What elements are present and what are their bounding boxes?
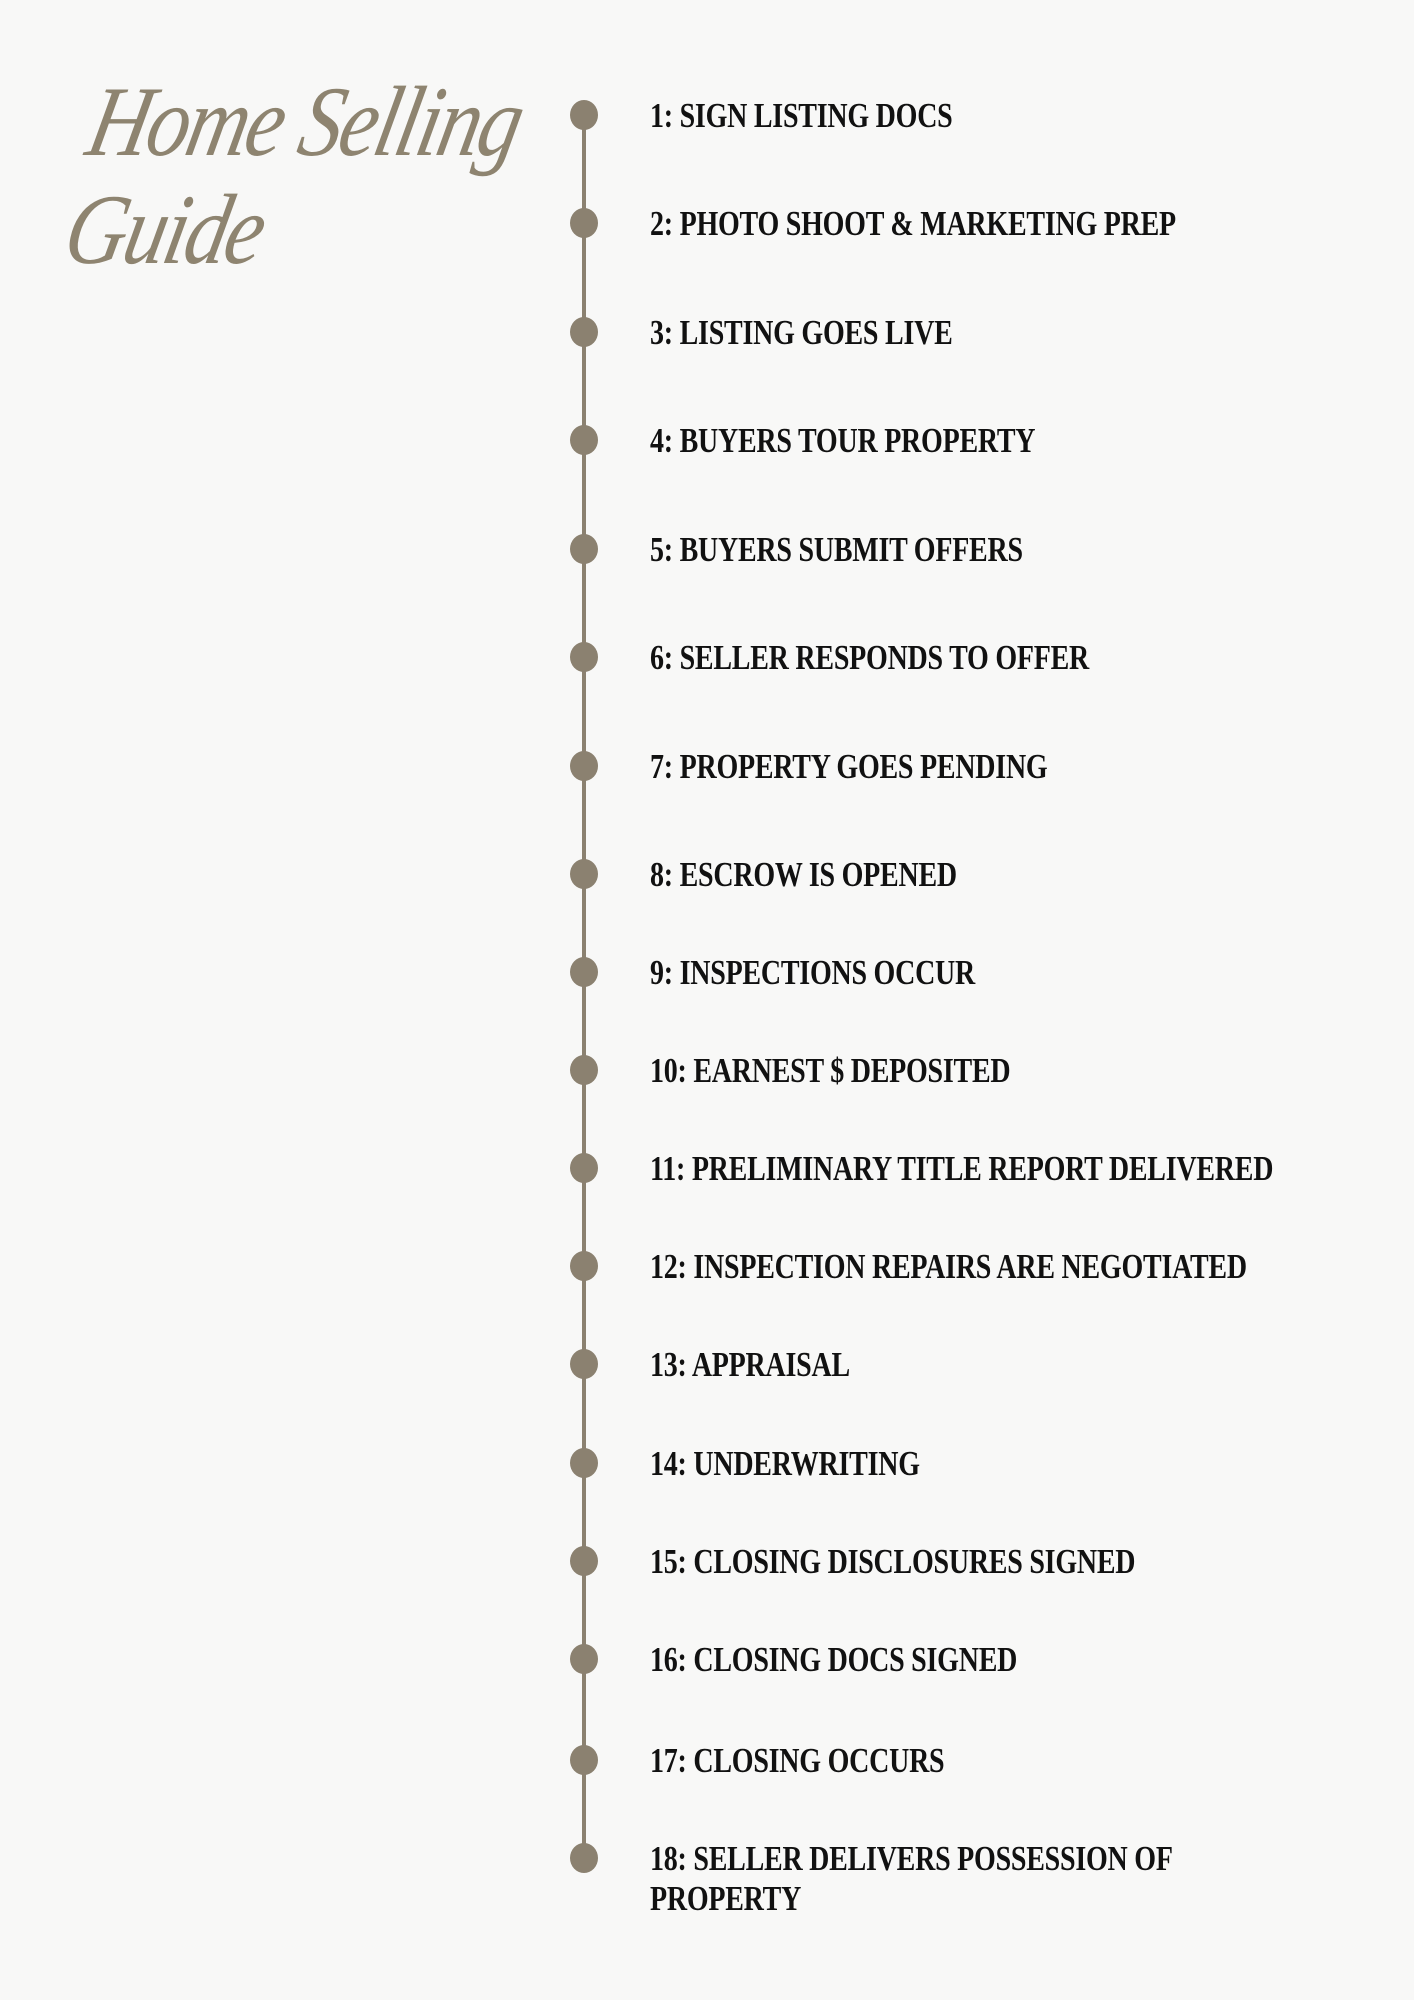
timeline-dot-icon	[570, 1448, 598, 1478]
step-label: 13: APPRAISAL	[650, 1345, 850, 1384]
timeline-dot-icon	[570, 957, 598, 987]
timeline-dot-icon	[570, 1546, 598, 1576]
step-label: 18: SELLER DELIVERS POSSESSION OF PROPERTY	[650, 1839, 1173, 1918]
step-label: 3: LISTING GOES LIVE	[650, 313, 953, 352]
timeline-dot-icon	[570, 425, 598, 455]
step-label: 11: PRELIMINARY TITLE REPORT DELIVERED	[650, 1149, 1274, 1188]
title-line-1: Home Selling	[78, 66, 532, 177]
timeline-dot-icon	[570, 1055, 598, 1085]
page-title	[55, 66, 581, 288]
step-label: 15: CLOSING DISCLOSURES SIGNED	[650, 1542, 1136, 1581]
step-label: 7: PROPERTY GOES PENDING	[650, 747, 1048, 786]
step-label: 17: CLOSING OCCURS	[650, 1741, 945, 1780]
title-line-2: Guide	[55, 174, 275, 285]
timeline-dot-icon	[570, 1153, 598, 1183]
step-label: 4: BUYERS TOUR PROPERTY	[650, 421, 1036, 460]
step-label: 2: PHOTO SHOOT & MARKETING PREP	[650, 204, 1176, 243]
step-label: 14: UNDERWRITING	[650, 1444, 920, 1483]
step-label: 6: SELLER RESPONDS TO OFFER	[650, 638, 1090, 677]
step-label: 8: ESCROW IS OPENED	[650, 855, 957, 894]
step-label: 10: EARNEST $ DEPOSITED	[650, 1051, 1011, 1090]
timeline-dot-icon	[570, 317, 598, 347]
timeline-dot-icon	[570, 1644, 598, 1674]
timeline-dot-icon	[570, 1843, 598, 1873]
step-label: 5: BUYERS SUBMIT OFFERS	[650, 530, 1023, 569]
timeline-dot-icon	[570, 1745, 598, 1775]
timeline-dot-icon	[570, 642, 598, 672]
timeline-dot-icon	[570, 1251, 598, 1281]
timeline-dot-icon	[570, 1349, 598, 1379]
timeline-dot-icon	[570, 208, 598, 238]
step-label: 12: INSPECTION REPAIRS ARE NEGOTIATED	[650, 1247, 1247, 1286]
step-label: 9: INSPECTIONS OCCUR	[650, 953, 976, 992]
step-label: 1: SIGN LISTING DOCS	[650, 96, 953, 135]
timeline-dot-icon	[570, 751, 598, 781]
timeline-dot-icon	[570, 100, 598, 130]
timeline-dot-icon	[570, 534, 598, 564]
timeline-dot-icon	[570, 859, 598, 889]
step-label: 16: CLOSING DOCS SIGNED	[650, 1640, 1018, 1679]
